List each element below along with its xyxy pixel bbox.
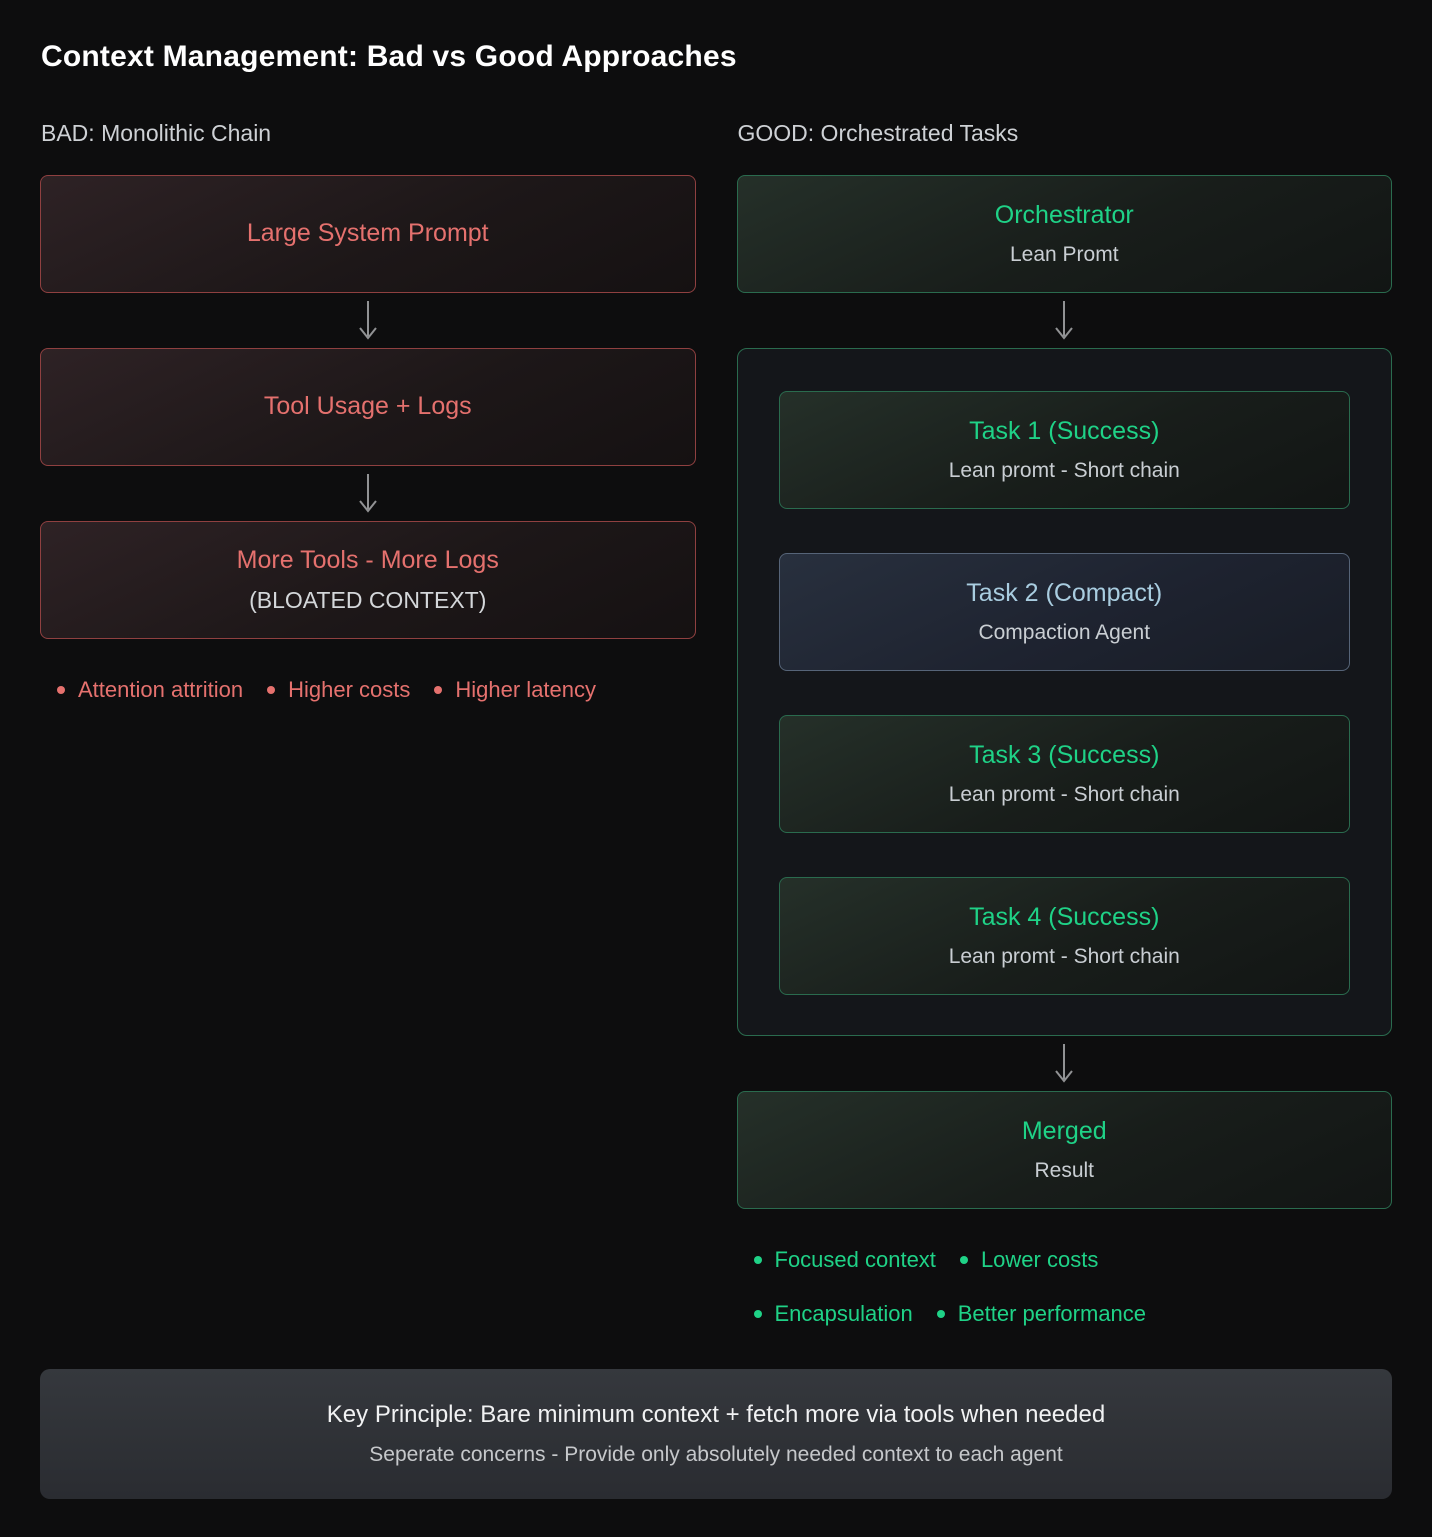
bullet-dot-icon <box>960 1256 968 1264</box>
bullet-dot-icon <box>57 686 65 694</box>
bad-box-tool-usage-logs <box>40 348 696 466</box>
orchestrator-subtitle: Lean Promt <box>1009 243 1119 267</box>
good-column <box>737 120 1393 1327</box>
bullet-label: Lower costs <box>980 1247 1099 1272</box>
task-title: Task 3 (Success) <box>969 740 1160 769</box>
bad-box-subtitle: (BLOATED CONTEXT) <box>249 587 487 614</box>
page-title: Context Management: Bad vs Good Approaches <box>41 40 737 73</box>
down-arrow-icon <box>1052 1043 1076 1085</box>
bullet-dot-icon <box>434 686 442 694</box>
bullet-label: Encapsulation <box>774 1301 913 1326</box>
bad-box-large-system-prompt <box>40 175 696 293</box>
good-column-header: GOOD: Orchestrated Tasks <box>737 120 1019 146</box>
task-title: Task 4 (Success) <box>969 902 1160 931</box>
merged-subtitle: Result <box>1034 1159 1095 1183</box>
down-arrow-icon <box>356 473 380 515</box>
orchestrator-title: Orchestrator <box>994 200 1134 229</box>
task-4-box <box>779 877 1351 995</box>
bad-box-title: More Tools - More Logs <box>236 545 499 574</box>
good-bullet-encapsulation <box>754 1301 913 1327</box>
bad-box-title: Tool Usage + Logs <box>263 392 472 421</box>
task-subtitle: Lean promt - Short chain <box>948 459 1180 483</box>
bullet-label: Focused context <box>774 1247 936 1272</box>
down-arrow-icon <box>1052 300 1076 342</box>
comparison-columns <box>40 120 1392 1327</box>
key-principle-line2: Seperate concerns - Provide only absolutely needed context to each agent <box>369 1443 1063 1466</box>
good-bullets-row-1 <box>737 1247 1393 1273</box>
merged-title: Merged <box>1021 1116 1107 1145</box>
good-bullet-lower-costs <box>960 1247 1098 1273</box>
tasks-container <box>737 348 1393 1036</box>
good-bullets-group <box>737 1247 1393 1327</box>
good-box-merged-result <box>737 1091 1393 1209</box>
bad-column-header: BAD: Monolithic Chain <box>41 120 272 146</box>
task-3-box <box>779 715 1351 833</box>
bad-box-title: Large System Prompt <box>246 219 489 248</box>
bullet-dot-icon <box>754 1310 762 1318</box>
down-arrow-icon <box>356 300 380 342</box>
bad-bullets-row <box>40 677 696 703</box>
key-principle-panel <box>40 1369 1392 1499</box>
task-subtitle: Lean promt - Short chain <box>948 945 1180 969</box>
good-bullets-row-2 <box>737 1301 1393 1327</box>
bad-bullet-higher-costs <box>267 677 410 703</box>
task-title: Task 1 (Success) <box>969 416 1160 445</box>
bullet-label: Attention attrition <box>78 677 244 702</box>
arrow-wrap <box>40 466 696 521</box>
bullet-label: Higher costs <box>288 677 411 702</box>
arrow-wrap <box>737 1036 1393 1091</box>
bullet-dot-icon <box>937 1310 945 1318</box>
bad-bullet-higher-latency <box>434 677 596 703</box>
arrow-wrap <box>737 293 1393 348</box>
bullet-label: Better performance <box>957 1301 1147 1326</box>
arrow-wrap <box>40 293 696 348</box>
good-box-orchestrator <box>737 175 1393 293</box>
task-subtitle: Lean promt - Short chain <box>948 783 1180 807</box>
good-bullet-focused-context <box>754 1247 936 1273</box>
task-1-box <box>779 391 1351 509</box>
bullet-label: Higher latency <box>455 677 597 702</box>
bullet-dot-icon <box>267 686 275 694</box>
bullet-dot-icon <box>754 1256 762 1264</box>
task-title: Task 2 (Compact) <box>966 578 1163 607</box>
task-subtitle: Compaction Agent <box>978 621 1151 645</box>
bad-bullet-attention-attrition <box>57 677 243 703</box>
bad-box-more-tools-more-logs <box>40 521 696 639</box>
task-2-box <box>779 553 1351 671</box>
key-principle-line1: Key Principle: Bare minimum context + fetch more via tools when needed <box>326 1401 1106 1428</box>
good-bullet-better-performance <box>937 1301 1146 1327</box>
bad-column <box>40 120 696 703</box>
